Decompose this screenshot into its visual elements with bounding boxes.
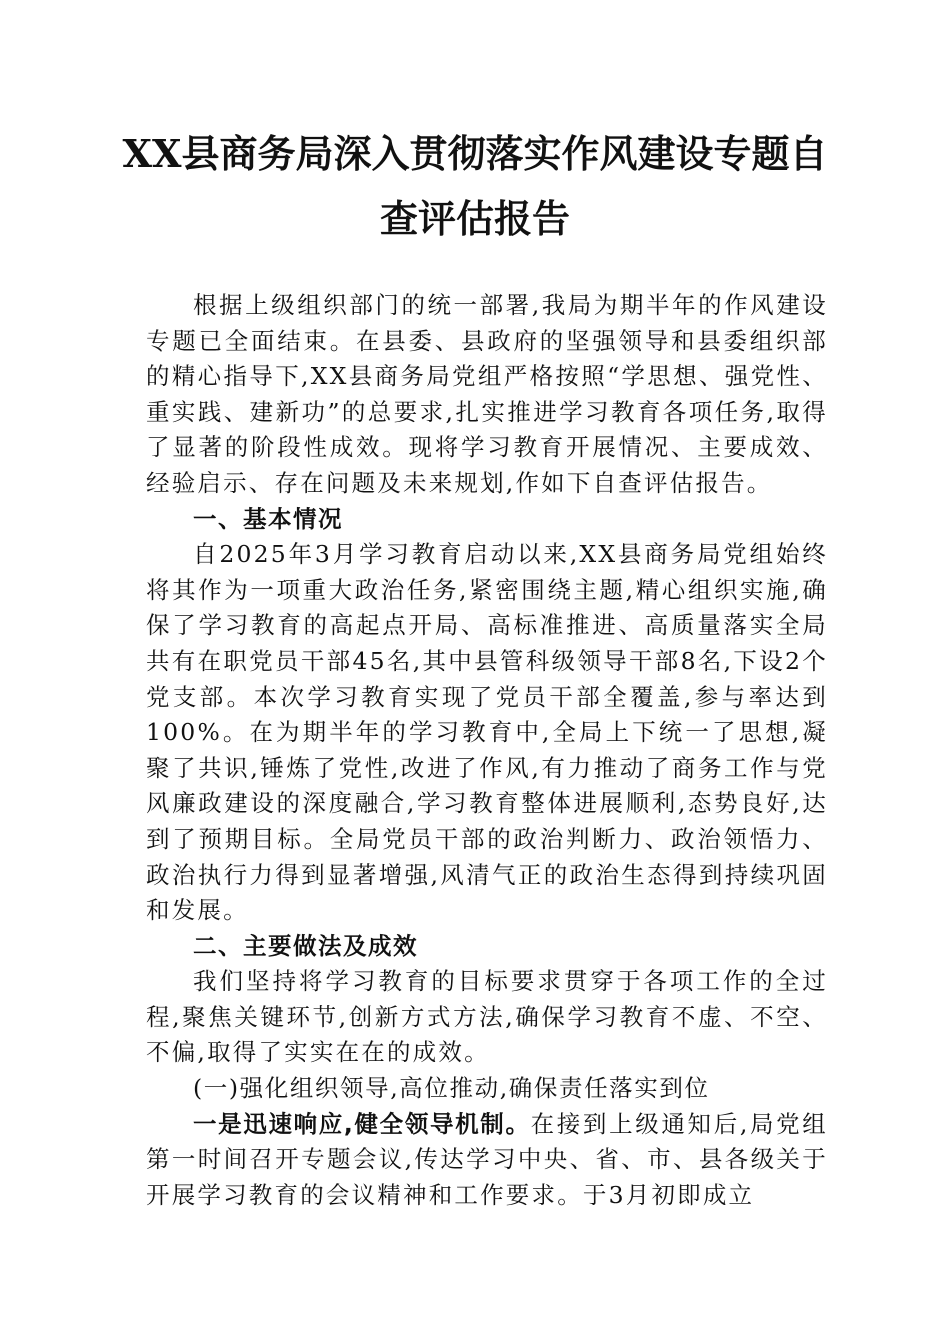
document-title-line-1: XX县商务局深入贯彻落实作风建设专题自 bbox=[122, 131, 828, 176]
section-1-heading: 一、基本情况 bbox=[193, 504, 343, 533]
section-1-paragraph: 自2025年3月学习教育启动以来,XX县商务局党组始终将其作为一项重大政治任务,紧密围绕主题,精心组织实施,确保了学习教育的高起点开局、高标准推进、高质量落实全局共有在职党员干部45名,其中县管科级领导干部8名,下设2个党支部。本次学习教育实现了党员干部全覆盖,参与率达到100%。在为期半年的学习教育中,全局上下统一了思想,凝聚了共识,锤炼了党性,改进了作风,有力推动了商务工作与党风廉政建设的深度融合,学习教育整体进展顺利,态势良好,达到了预期目标。全局党员干部的政治判断力、政治领悟力、政治执行力得到显著增强,风清气正的政治生态得到持续巩固和发展。 bbox=[146, 540, 828, 925]
point-1-paragraph bbox=[146, 1107, 828, 1214]
section-2-paragraph: 我们坚持将学习教育的目标要求贯穿于各项工作的全过程,聚焦关键环节,创新方式方法,确保学习教育不虚、不空、不偏,取得了实实在在的成效。 bbox=[146, 967, 828, 1067]
subsection-1-heading: (一)强化组织领导,高位推动,确保责任落实到位 bbox=[193, 1074, 710, 1103]
point-1-lead: 一是迅速响应,健全领导机制。 bbox=[193, 1109, 531, 1138]
document-title-line-2: 查评估报告 bbox=[379, 196, 570, 241]
section-2-heading: 二、主要做法及成效 bbox=[193, 931, 418, 960]
point-1-text: 在接到上级通知后,局党组第一时间召开专题会议,传达学习中央、省、市、县各级关于开展学习教育的会议精神和工作要求。于3月初即成立 bbox=[146, 1109, 828, 1209]
intro-paragraph: 根据上级组织部门的统一部署,我局为期半年的作风建设专题已全面结束。在县委、县政府的坚强领导和县委组织部的精心指导下,XX县商务局党组严格按照“学思想、强党性、重实践、建新功”的总要求,扎实推进学习教育各项任务,取得了显著的阶段性成效。现将学习教育开展情况、主要成效、经验启示、存在问题及未来规划,作如下自查评估报告。 bbox=[146, 291, 828, 497]
document-body bbox=[146, 288, 828, 1213]
